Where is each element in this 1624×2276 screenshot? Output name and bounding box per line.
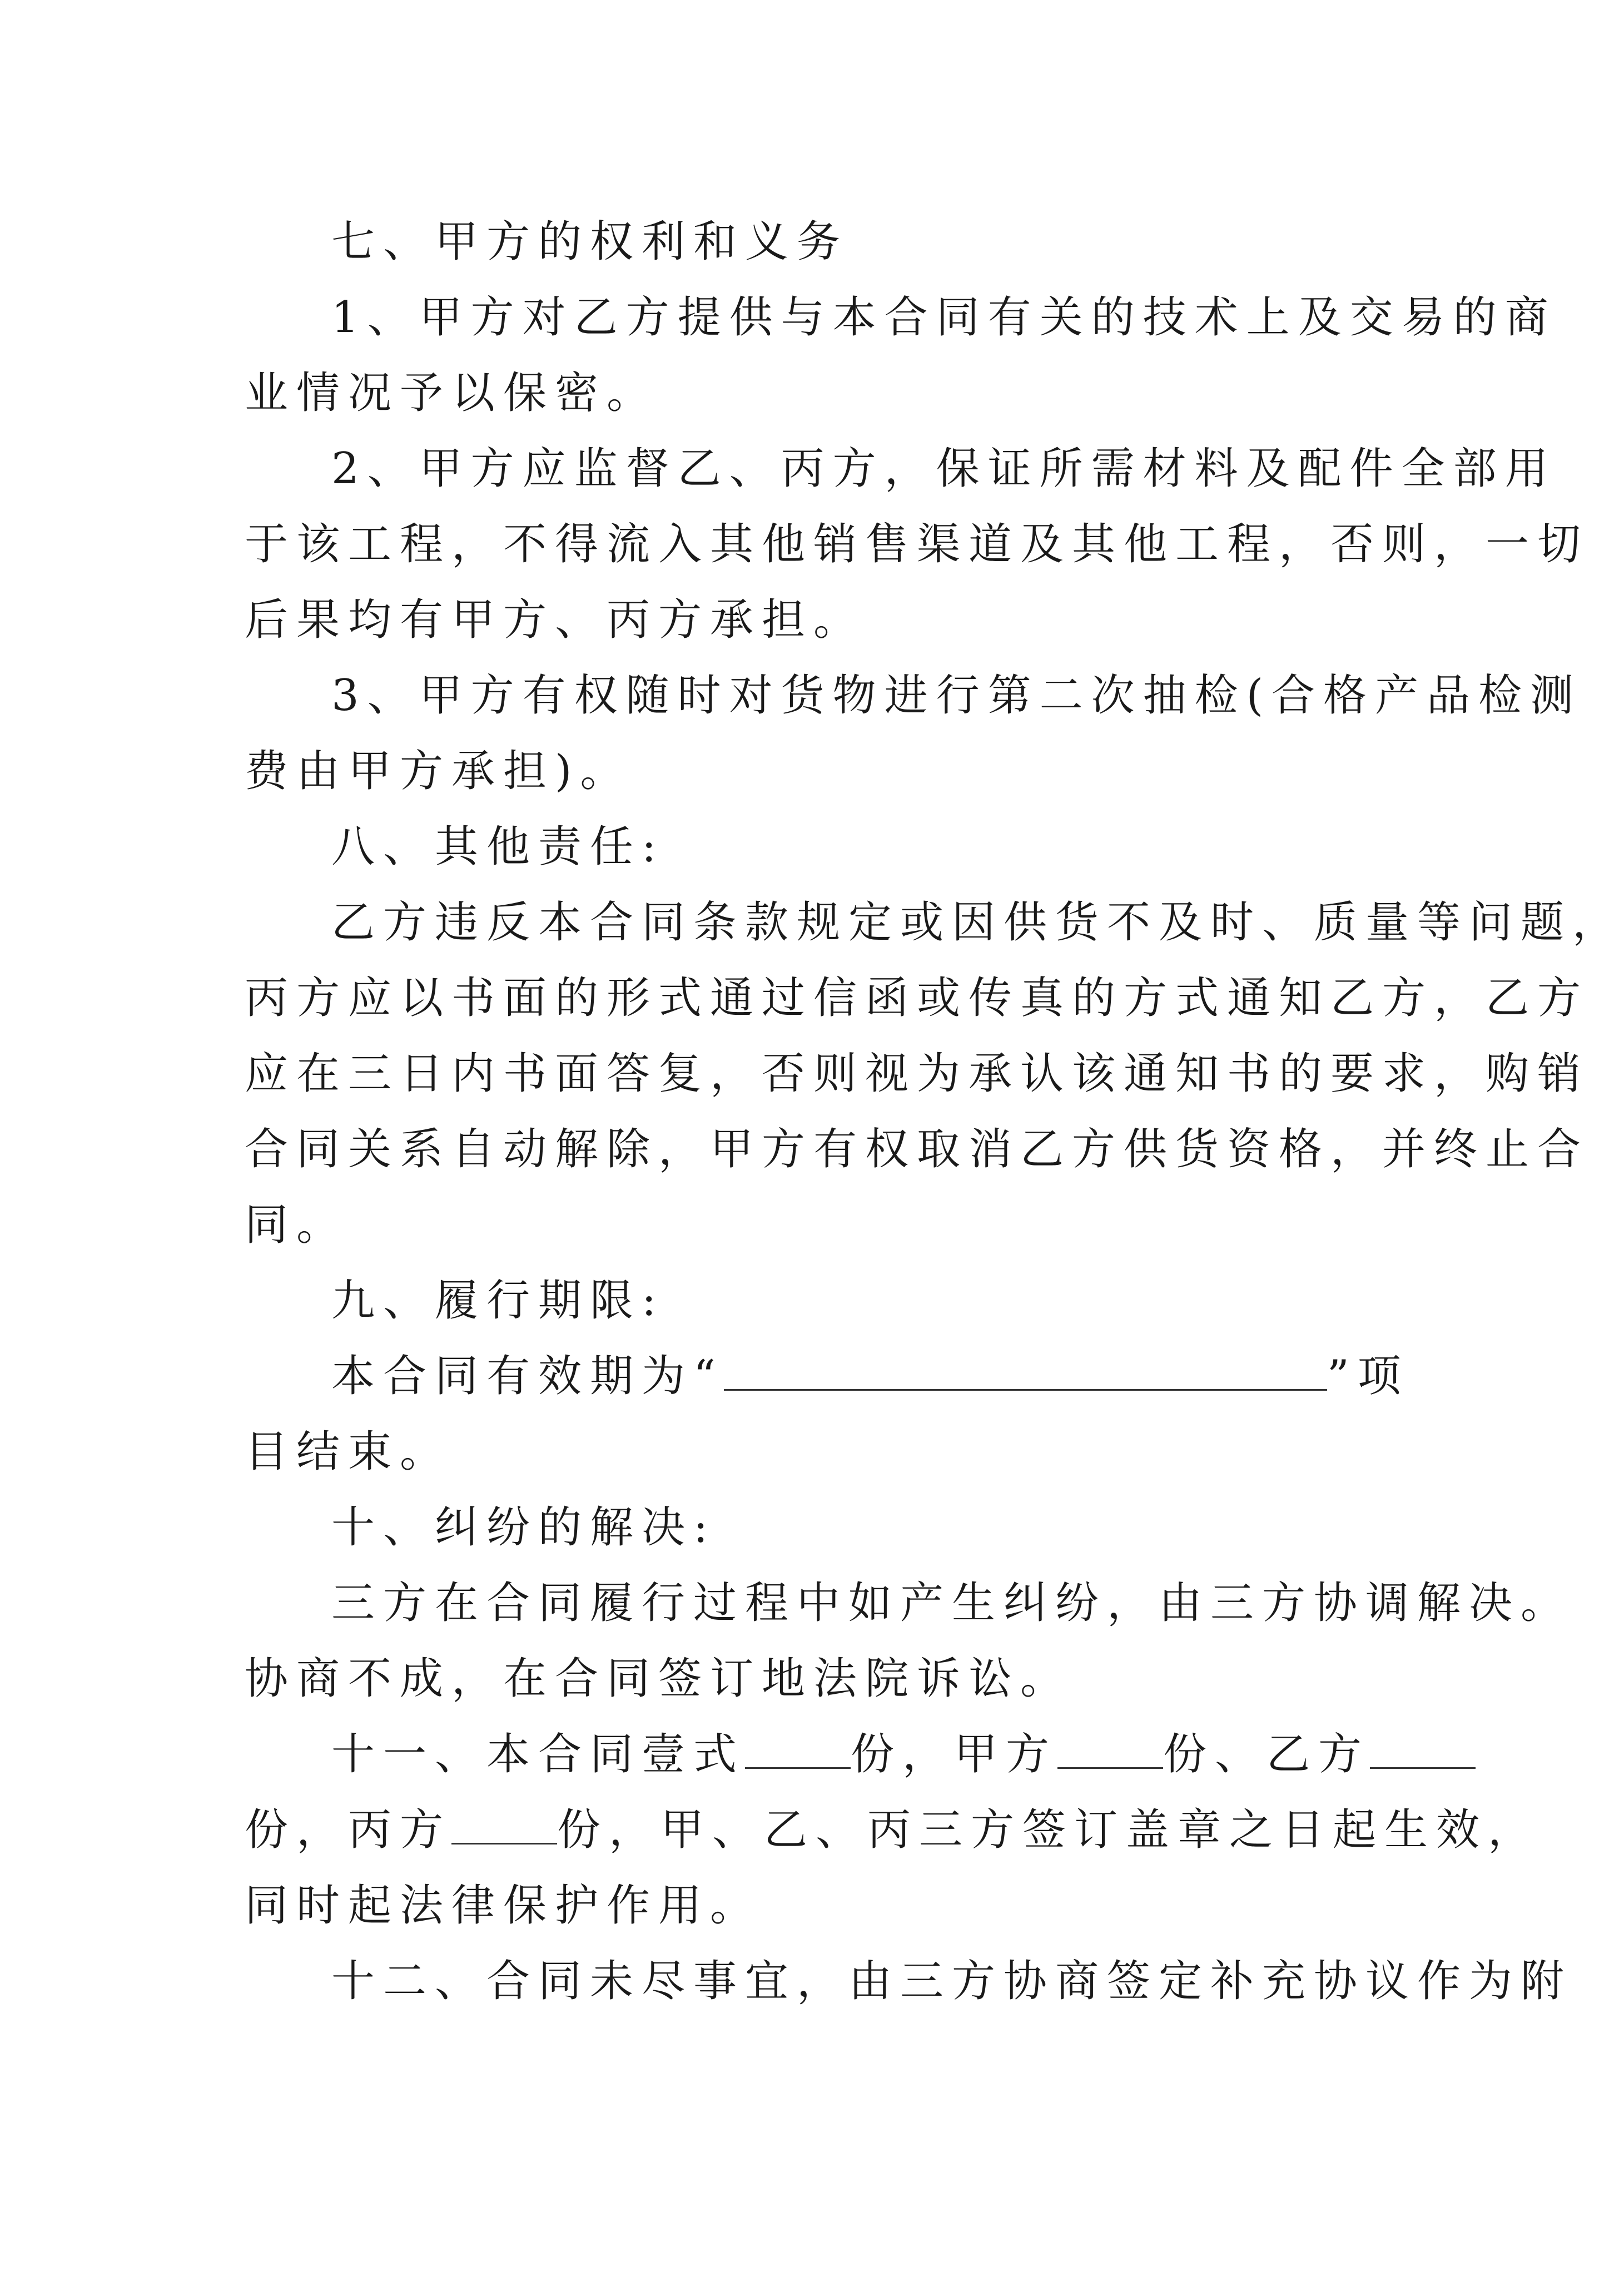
clause-7-1-line-1: 1、甲方对乙方提供与本合同有关的技术上及交易的商 — [331, 292, 1557, 343]
clause-7-2-line-3: 后果均有甲方、丙方承担。 — [245, 595, 866, 645]
section-8-line-5: 同。 — [245, 1200, 349, 1250]
section-11-line-2 — [245, 1792, 1540, 1868]
section-8-heading: 八、其他责任: — [331, 822, 665, 872]
section-11-line-3: 同时起法律保护作用。 — [245, 1881, 762, 1931]
section-8-line-4: 合同关系自动解除，甲方有权取消乙方供货资格，并终止合 — [245, 1124, 1590, 1174]
validity-text-after: ”项 — [1327, 1351, 1409, 1401]
copies-text-c: 份、乙方 — [1163, 1729, 1370, 1779]
section-8-line-1: 乙方违反本合同条款规定或因供货不及时、质量等问题， — [331, 897, 1624, 948]
section-8-line-2: 丙方应以书面的形式通过信函或传真的方式通知乙方，乙方 — [245, 973, 1590, 1023]
clause-7-1-line-2: 业情况予以保密。 — [245, 368, 659, 418]
clause-7-2-line-1: 2、甲方应监督乙、丙方，保证所需材料及配件全部用 — [331, 444, 1557, 494]
validity-line — [331, 1338, 1409, 1414]
copies-party-b-blank — [1370, 1767, 1476, 1769]
copies-text-a: 十一、本合同壹式 — [331, 1729, 746, 1779]
section-8-line-3: 应在三日内书面答复，否则视为承认该通知书的要求，购销 — [245, 1049, 1590, 1099]
section-7-heading: 七、甲方的权利和义务 — [331, 217, 849, 267]
section-10-line-2: 协商不成，在合同签订地法院诉讼。 — [245, 1654, 1072, 1704]
section-9-heading: 九、履行期限: — [331, 1276, 665, 1326]
copies-text-e: 份，甲、乙、丙三方签订盖章之日起生效， — [557, 1805, 1540, 1855]
section-11-line-1 — [331, 1717, 1382, 1792]
section-10-line-1: 三方在合同履行过程中如产生纠纷，由三方协调解决。 — [331, 1578, 1573, 1628]
section-10-heading: 十、纠纷的解决: — [331, 1503, 717, 1553]
validity-blank — [724, 1389, 1327, 1391]
clause-7-3-line-1: 3、甲方有权随时对货物进行第二次抽检(合格产品检测 — [331, 671, 1582, 721]
copies-text-b: 份，甲方 — [851, 1729, 1058, 1779]
validity-line-2: 目结束。 — [245, 1427, 452, 1477]
clause-7-3-line-2: 费由甲方承担)。 — [245, 746, 632, 796]
copies-party-c-blank — [451, 1842, 557, 1844]
copies-total-blank — [745, 1767, 851, 1769]
validity-text-before: 本合同有效期为“ — [331, 1351, 724, 1401]
copies-text-d: 份，丙方 — [245, 1805, 452, 1855]
copies-party-a-blank — [1057, 1767, 1163, 1769]
clause-7-2-line-2: 于该工程，不得流入其他销售渠道及其他工程，否则，一切 — [245, 519, 1590, 569]
section-12-line-1: 十二、合同未尽事宜，由三方协商签定补充协议作为附 — [331, 1956, 1573, 2006]
